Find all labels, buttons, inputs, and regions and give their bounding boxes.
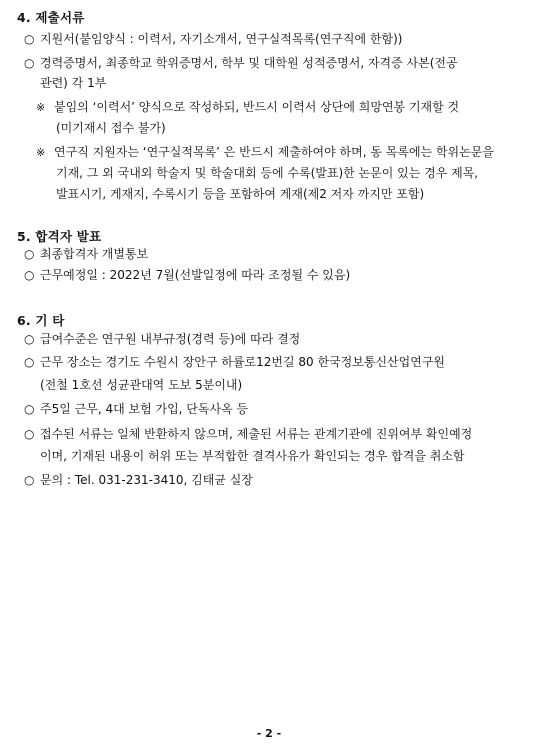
- reference-mark-icon: ※: [36, 101, 46, 114]
- circle-bullet-icon: ○: [24, 473, 35, 487]
- circle-bullet-icon: ○: [24, 247, 35, 261]
- list-item-text: 근무예정일 : 2022년 7월(선발일정에 따라 조정될 수 있음): [40, 268, 351, 282]
- circle-bullet-icon: ○: [24, 268, 35, 282]
- circle-bullet-icon: ○: [24, 332, 35, 346]
- circle-bullet-icon: ○: [24, 402, 35, 416]
- note-text: 연구직 지원자는 ‘연구실적목록’ 은 반드시 제출하여야 하며, 동 목록에는 학위논문을: [54, 145, 494, 159]
- note-item: [36, 99, 459, 116]
- list-item: [24, 55, 458, 71]
- list-item: [24, 472, 253, 488]
- note-item: [36, 144, 494, 161]
- list-item: [24, 267, 350, 283]
- reference-mark-icon: ※: [36, 146, 46, 159]
- circle-bullet-icon: ○: [24, 32, 35, 46]
- list-item-text: 경력증명서, 최종학교 학위증명서, 학부 및 대학원 성적증명서, 자격증 사본(전공: [40, 56, 458, 70]
- page-number: - 2 -: [256, 727, 282, 740]
- circle-bullet-icon: ○: [24, 56, 35, 70]
- section-5-heading: 5. 합격자 발표: [17, 229, 102, 244]
- section-6-heading: 6. 기 타: [17, 313, 65, 328]
- list-item-continuation: (전철 1호선 성균관대역 도보 5분이내): [40, 378, 243, 392]
- list-item: [24, 31, 402, 47]
- list-item: [24, 401, 248, 417]
- list-item-text: 지원서(붙임양식 : 이력서, 자기소개서, 연구실적목록(연구직에 한함)): [40, 32, 403, 46]
- list-item-text: 문의 : Tel. 031-231-3410, 김태균 실장: [40, 473, 253, 487]
- list-item: [24, 354, 445, 370]
- list-item: [24, 331, 300, 347]
- note-continuation: (미기재시 접수 불가): [56, 121, 166, 135]
- note-continuation: 발표시기, 게재지, 수록시기 등을 포함하여 게재(제2 저자 까지만 포함): [56, 187, 425, 201]
- list-item-text: 근무 장소는 경기도 수원시 장안구 하률로12번길 80 한국정보통신산업연구원: [40, 355, 446, 369]
- note-continuation: 기재, 그 외 국내외 학술지 및 학술대회 등에 수록(발표)한 논문이 있는 경우 제목,: [56, 166, 479, 180]
- circle-bullet-icon: ○: [24, 427, 35, 441]
- list-item-text: 최종합격자 개별통보: [40, 247, 149, 261]
- list-item: [24, 246, 148, 262]
- list-item: [24, 426, 472, 442]
- list-item-continuation: 이며, 기재된 내용이 허위 또는 부적합한 결격사유가 확인되는 경우 합격을 취소함: [40, 449, 465, 463]
- list-item-text: 주5일 근무, 4대 보험 가입, 단독사옥 등: [40, 402, 249, 416]
- circle-bullet-icon: ○: [24, 355, 35, 369]
- section-4-heading: 4. 제출서류: [17, 10, 85, 25]
- note-text: 붙임의 ‘이력서’ 양식으로 작성하되, 반드시 이력서 상단에 희망연봉 기재할 것: [54, 100, 460, 114]
- list-item-text: 급여수준은 연구원 내부규정(경력 등)에 따라 결정: [40, 332, 301, 346]
- list-item-continuation: 관련) 각 1부: [40, 76, 107, 90]
- list-item-text: 접수된 서류는 일체 반환하지 않으며, 제출된 서류는 관계기관에 진위여부 확인예정: [40, 427, 473, 441]
